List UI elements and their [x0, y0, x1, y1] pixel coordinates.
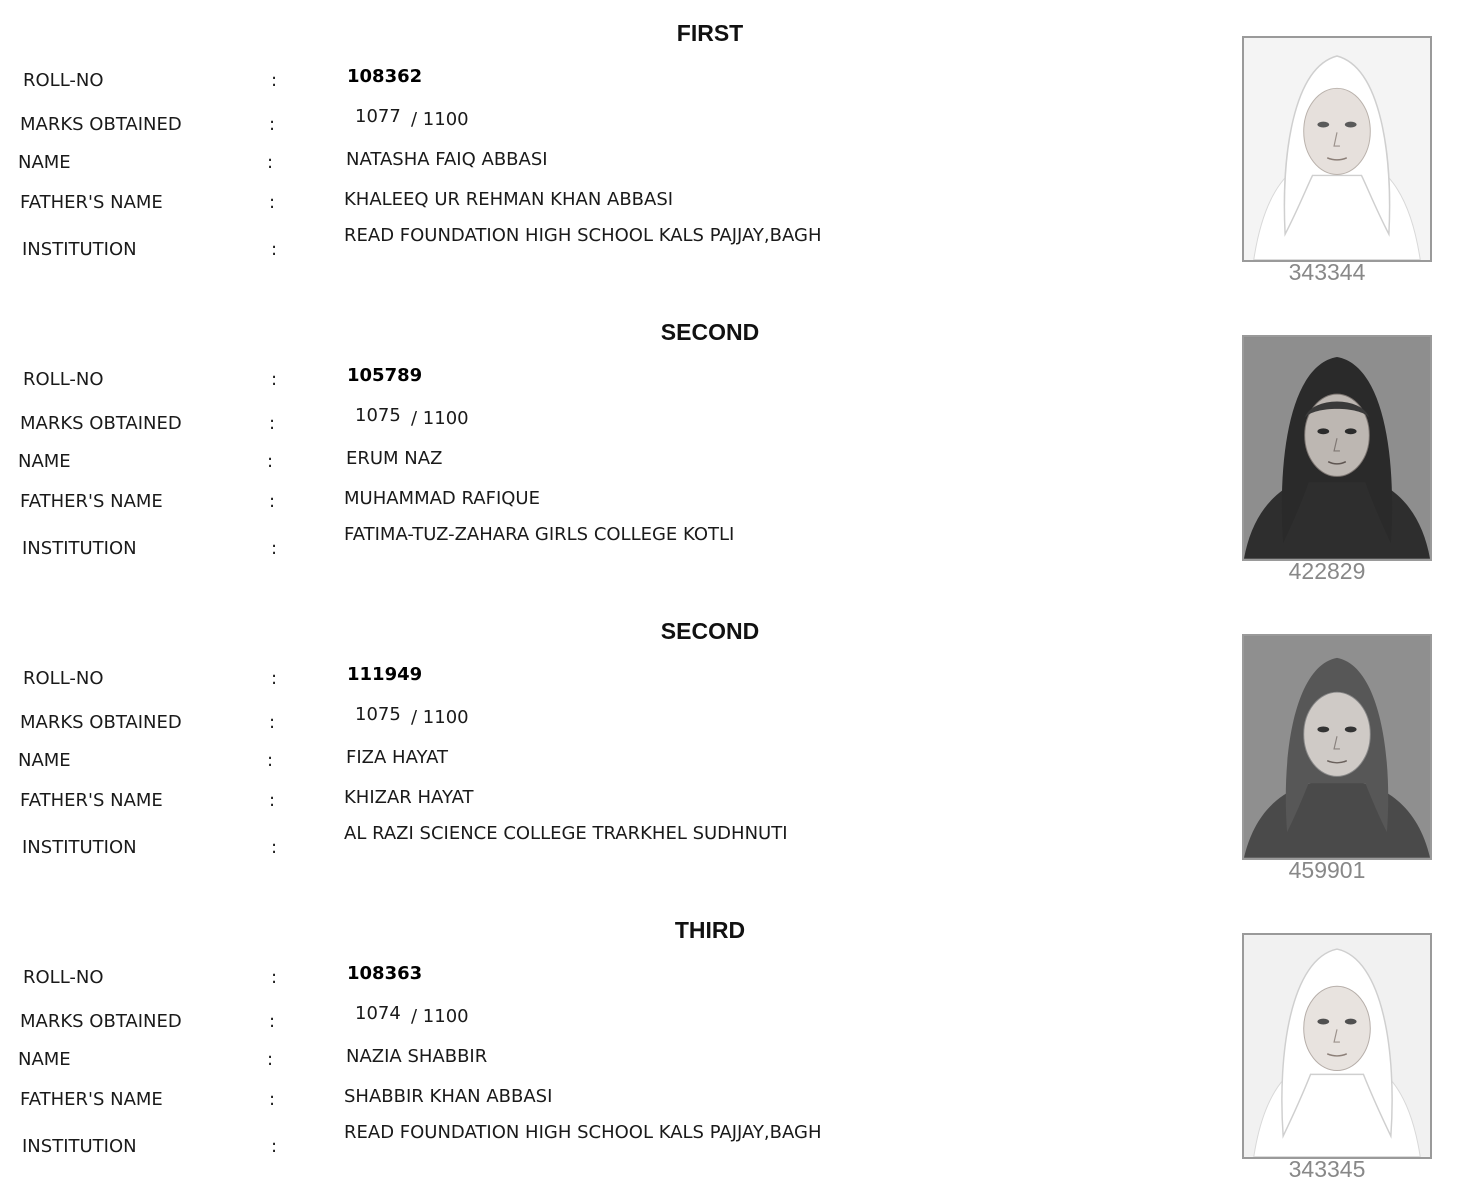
- colon: :: [271, 538, 278, 559]
- student-photo-portrait: [1244, 337, 1430, 559]
- colon: :: [269, 114, 276, 135]
- father-name-value: KHALEEQ UR REHMAN KHAN ABBASI: [344, 189, 674, 210]
- student-photo: [1242, 634, 1432, 860]
- roll-no-label: ROLL-NO: [23, 369, 104, 390]
- institution-label: INSTITUTION: [22, 1136, 137, 1157]
- colon: :: [267, 1049, 274, 1070]
- name-value: NAZIA SHABBIR: [346, 1046, 488, 1067]
- father-name-label: FATHER'S NAME: [20, 491, 163, 512]
- student-photo: [1242, 36, 1432, 262]
- colon: :: [269, 1011, 276, 1032]
- institution-label: INSTITUTION: [22, 538, 137, 559]
- name-label: NAME: [18, 750, 71, 771]
- roll-no-label: ROLL-NO: [23, 70, 104, 91]
- institution-value: AL RAZI SCIENCE COLLEGE TRARKHEL SUDHNUTI: [344, 823, 788, 844]
- student-photo-portrait: [1244, 636, 1430, 858]
- colon: :: [271, 837, 278, 858]
- father-name-label: FATHER'S NAME: [20, 1089, 163, 1110]
- roll-no-value: 108363: [347, 963, 423, 984]
- roll-no-label: ROLL-NO: [23, 668, 104, 689]
- roll-no-value: 111949: [347, 664, 423, 685]
- marks-value: 1077: [355, 106, 401, 127]
- father-name-value: MUHAMMAD RAFIQUE: [344, 488, 540, 509]
- marks-label: MARKS OBTAINED: [20, 413, 182, 434]
- institution-value: READ FOUNDATION HIGH SCHOOL KALS PAJJAY,BAGH: [344, 225, 822, 246]
- result-record: [0, 598, 1464, 897]
- colon: :: [271, 239, 278, 260]
- marks-label: MARKS OBTAINED: [20, 114, 182, 135]
- marks-total: / 1100: [411, 1006, 469, 1027]
- colon: :: [269, 491, 276, 512]
- colon: :: [269, 413, 276, 434]
- marks-total: / 1100: [411, 109, 469, 130]
- position-heading: SECOND: [660, 319, 760, 345]
- colon: :: [271, 1136, 278, 1157]
- student-photo-portrait: [1244, 935, 1430, 1157]
- name-value: NATASHA FAIQ ABBASI: [346, 149, 548, 170]
- colon: :: [269, 1089, 276, 1110]
- name-value: ERUM NAZ: [346, 448, 443, 469]
- institution-label: INSTITUTION: [22, 837, 137, 858]
- colon: :: [271, 967, 278, 988]
- institution-value: READ FOUNDATION HIGH SCHOOL KALS PAJJAY,BAGH: [344, 1122, 822, 1143]
- position-heading: FIRST: [676, 20, 744, 46]
- institution-value: FATIMA-TUZ-ZAHARA GIRLS COLLEGE KOTLI: [344, 524, 735, 545]
- colon: :: [271, 369, 278, 390]
- student-photo: [1242, 933, 1432, 1159]
- colon: :: [269, 790, 276, 811]
- father-name-label: FATHER'S NAME: [20, 192, 163, 213]
- result-record: [0, 299, 1464, 598]
- roll-no-label: ROLL-NO: [23, 967, 104, 988]
- institution-label: INSTITUTION: [22, 239, 137, 260]
- result-record: [0, 897, 1464, 1196]
- student-photo-portrait: [1244, 38, 1430, 260]
- photo-id: 343344: [1288, 259, 1366, 285]
- marks-label: MARKS OBTAINED: [20, 1011, 182, 1032]
- photo-id: 343345: [1288, 1156, 1366, 1182]
- colon: :: [267, 750, 274, 771]
- marks-value: 1075: [355, 704, 401, 725]
- name-label: NAME: [18, 1049, 71, 1070]
- photo-id: 459901: [1288, 857, 1366, 883]
- position-heading: THIRD: [674, 917, 746, 943]
- marks-value: 1074: [355, 1003, 401, 1024]
- name-value: FIZA HAYAT: [346, 747, 448, 768]
- name-label: NAME: [18, 152, 71, 173]
- roll-no-value: 108362: [347, 66, 423, 87]
- marks-total: / 1100: [411, 408, 469, 429]
- roll-no-value: 105789: [347, 365, 423, 386]
- colon: :: [267, 451, 274, 472]
- marks-label: MARKS OBTAINED: [20, 712, 182, 733]
- position-heading: SECOND: [660, 618, 760, 644]
- result-record: [0, 0, 1464, 299]
- student-photo: [1242, 335, 1432, 561]
- colon: :: [269, 712, 276, 733]
- colon: :: [271, 668, 278, 689]
- colon: :: [271, 70, 278, 91]
- colon: :: [269, 192, 276, 213]
- father-name-label: FATHER'S NAME: [20, 790, 163, 811]
- name-label: NAME: [18, 451, 71, 472]
- photo-id: 422829: [1288, 558, 1366, 584]
- father-name-value: SHABBIR KHAN ABBASI: [344, 1086, 553, 1107]
- colon: :: [267, 152, 274, 173]
- marks-total: / 1100: [411, 707, 469, 728]
- father-name-value: KHIZAR HAYAT: [344, 787, 474, 808]
- marks-value: 1075: [355, 405, 401, 426]
